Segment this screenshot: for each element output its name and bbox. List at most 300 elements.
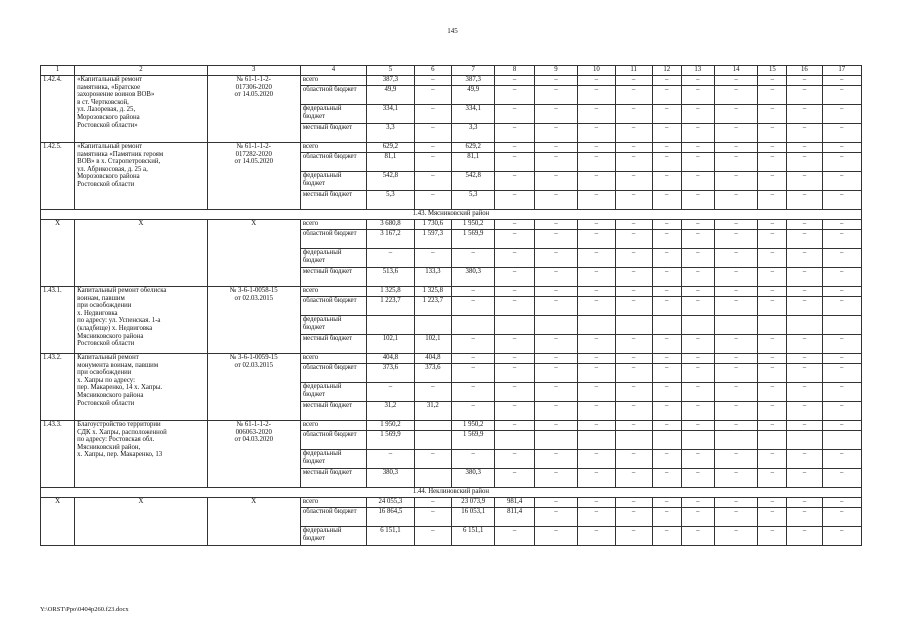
amount-cell: –: [758, 191, 787, 210]
amount-cell: –: [615, 220, 652, 230]
amount-cell: –: [652, 527, 681, 546]
amount-cell: –: [681, 172, 714, 191]
amount-cell: –: [534, 297, 577, 316]
amount-cell: –: [578, 469, 615, 488]
amount-cell: –: [822, 230, 861, 249]
amount-cell: –: [822, 287, 861, 297]
amount-cell: 3 680,8: [367, 220, 415, 230]
funding-source: всего: [300, 498, 366, 508]
amount-cell: –: [578, 172, 615, 191]
amount-cell: –: [787, 335, 822, 354]
amount-cell: 380,3: [451, 469, 494, 488]
amount-cell: –: [652, 191, 681, 210]
amount-cell: –: [681, 220, 714, 230]
amount-cell: –: [652, 172, 681, 191]
amount-cell: –: [652, 498, 681, 508]
column-header-row: [41, 66, 862, 76]
amount-cell: –: [822, 249, 861, 268]
entry-name: Капитальный ремонт обелиска воинам, павшим при освобождении х. Недвиговка по адресу: ул. Успенская. 1-а (кладбище) х. Недвиговка Мясниковского района Ростовской области: [75, 287, 208, 354]
amount-cell: –: [495, 172, 534, 191]
amount-cell: –: [758, 153, 787, 172]
amount-cell: –: [495, 421, 534, 431]
amount-cell: –: [714, 498, 757, 508]
amount-cell: –: [787, 230, 822, 249]
amount-cell: –: [822, 450, 861, 469]
amount-cell: –: [534, 249, 577, 268]
amount-cell: –: [414, 191, 451, 210]
amount-cell: –: [534, 76, 577, 86]
amount-cell: –: [495, 143, 534, 153]
amount-cell: –: [787, 268, 822, 287]
amount-cell: –: [615, 124, 652, 143]
amount-cell: –: [787, 421, 822, 431]
entry-number: 1.42.5.: [41, 143, 75, 210]
amount-cell: –: [758, 268, 787, 287]
amount-cell: –: [681, 364, 714, 383]
table-row: [41, 143, 862, 153]
column-header: 16: [787, 66, 822, 76]
amount-cell: 1 730,6: [414, 220, 451, 230]
amount-cell: –: [652, 268, 681, 287]
amount-cell: [414, 421, 451, 431]
amount-cell: –: [714, 105, 757, 124]
funding-source: областной бюджет: [300, 153, 366, 172]
amount-cell: –: [534, 450, 577, 469]
amount-cell: –: [681, 249, 714, 268]
amount-cell: 1 950,2: [451, 421, 494, 431]
funding-source: местный бюджет: [300, 469, 366, 488]
amount-cell: –: [714, 220, 757, 230]
amount-cell: [578, 431, 615, 450]
entry-name: Х: [75, 498, 208, 546]
amount-cell: –: [758, 469, 787, 488]
amount-cell: –: [652, 220, 681, 230]
amount-cell: –: [495, 335, 534, 354]
amount-cell: –: [758, 335, 787, 354]
amount-cell: 380,3: [451, 268, 494, 287]
amount-cell: –: [451, 287, 494, 297]
amount-cell: –: [615, 287, 652, 297]
amount-cell: [414, 431, 451, 450]
amount-cell: 387,3: [451, 76, 494, 86]
amount-cell: –: [758, 383, 787, 402]
amount-cell: –: [495, 364, 534, 383]
amount-cell: [787, 431, 822, 450]
amount-cell: –: [414, 124, 451, 143]
amount-cell: –: [414, 143, 451, 153]
amount-cell: –: [451, 383, 494, 402]
table-row: [41, 421, 862, 431]
amount-cell: –: [451, 402, 494, 421]
amount-cell: –: [681, 469, 714, 488]
entry-document: № 3-6-1-0058-15 от 02.03.2015: [207, 287, 300, 354]
entry-name: Капитальный ремонт монумента воинам, павшим при освобождении х. Хапры по адресу: пер. Макаренко, 14 х. Хапры. Мясниковского района Ростовской области: [75, 354, 208, 421]
page-number: 145: [447, 27, 458, 35]
amount-cell: –: [714, 268, 757, 287]
amount-cell: –: [615, 421, 652, 431]
amount-cell: –: [652, 383, 681, 402]
amount-cell: –: [787, 191, 822, 210]
amount-cell: –: [615, 230, 652, 249]
amount-cell: –: [714, 287, 757, 297]
amount-cell: –: [822, 498, 861, 508]
amount-cell: –: [615, 297, 652, 316]
amount-cell: 6 151,1: [451, 527, 494, 546]
amount-cell: –: [615, 105, 652, 124]
amount-cell: –: [615, 469, 652, 488]
column-header: 12: [652, 66, 681, 76]
amount-cell: –: [758, 421, 787, 431]
amount-cell: –: [451, 450, 494, 469]
amount-cell: –: [534, 508, 577, 527]
amount-cell: [534, 431, 577, 450]
funding-source: областной бюджет: [300, 364, 366, 383]
amount-cell: –: [495, 105, 534, 124]
amount-cell: 542,8: [367, 172, 415, 191]
amount-cell: –: [714, 172, 757, 191]
amount-cell: –: [534, 124, 577, 143]
amount-cell: –: [822, 364, 861, 383]
amount-cell: –: [451, 297, 494, 316]
amount-cell: [787, 316, 822, 335]
amount-cell: –: [615, 153, 652, 172]
entry-number: 1.43.2.: [41, 354, 75, 421]
amount-cell: –: [578, 364, 615, 383]
amount-cell: –: [578, 220, 615, 230]
table-row: [41, 498, 862, 508]
amount-cell: –: [534, 383, 577, 402]
amount-cell: –: [787, 297, 822, 316]
amount-cell: –: [495, 469, 534, 488]
amount-cell: –: [714, 76, 757, 86]
amount-cell: –: [714, 124, 757, 143]
amount-cell: –: [652, 143, 681, 153]
amount-cell: –: [822, 268, 861, 287]
funding-source: федеральный бюджет: [300, 249, 366, 268]
amount-cell: –: [652, 508, 681, 527]
amount-cell: –: [534, 421, 577, 431]
section-header-row: [41, 488, 862, 498]
amount-cell: –: [615, 191, 652, 210]
funding-source: федеральный бюджет: [300, 316, 366, 335]
amount-cell: –: [534, 268, 577, 287]
funding-source: федеральный бюджет: [300, 450, 366, 469]
funding-source: местный бюджет: [300, 124, 366, 143]
budget-table: [40, 65, 862, 546]
amount-cell: –: [787, 402, 822, 421]
funding-source: всего: [300, 220, 366, 230]
amount-cell: –: [787, 450, 822, 469]
amount-cell: –: [578, 297, 615, 316]
amount-cell: –: [534, 191, 577, 210]
amount-cell: –: [495, 86, 534, 105]
amount-cell: –: [495, 297, 534, 316]
funding-source: областной бюджет: [300, 431, 366, 450]
amount-cell: 49,9: [451, 86, 494, 105]
amount-cell: –: [615, 86, 652, 105]
amount-cell: [534, 316, 577, 335]
amount-cell: –: [822, 354, 861, 364]
amount-cell: –: [534, 172, 577, 191]
amount-cell: –: [578, 76, 615, 86]
amount-cell: [714, 316, 757, 335]
amount-cell: –: [495, 230, 534, 249]
amount-cell: –: [495, 402, 534, 421]
section-title: 1.44. Неклиновский район: [41, 488, 862, 498]
amount-cell: –: [652, 450, 681, 469]
amount-cell: –: [414, 105, 451, 124]
amount-cell: 81,1: [367, 153, 415, 172]
amount-cell: [414, 316, 451, 335]
amount-cell: –: [578, 143, 615, 153]
amount-cell: –: [652, 153, 681, 172]
amount-cell: –: [787, 354, 822, 364]
amount-cell: 1 325,8: [414, 287, 451, 297]
amount-cell: 102,1: [414, 335, 451, 354]
amount-cell: –: [681, 287, 714, 297]
amount-cell: –: [758, 76, 787, 86]
amount-cell: –: [681, 421, 714, 431]
amount-cell: –: [578, 86, 615, 105]
column-header: 13: [681, 66, 714, 76]
amount-cell: [681, 431, 714, 450]
funding-source: федеральный бюджет: [300, 172, 366, 191]
section-title: 1.43. Мясниковский район: [41, 210, 862, 220]
amount-cell: –: [787, 76, 822, 86]
entry-name: «Капитальный ремонт памятника «Памятник героям ВОВ» в х. Старопетровский, ул. Абрикосовая, д. 25 а, Морозовского района Ростовской области: [75, 143, 208, 210]
amount-cell: –: [615, 143, 652, 153]
amount-cell: –: [534, 287, 577, 297]
amount-cell: –: [758, 172, 787, 191]
amount-cell: –: [414, 498, 451, 508]
amount-cell: –: [758, 402, 787, 421]
amount-cell: –: [578, 230, 615, 249]
column-header: 9: [534, 66, 577, 76]
amount-cell: –: [495, 153, 534, 172]
amount-cell: –: [534, 527, 577, 546]
amount-cell: –: [681, 143, 714, 153]
column-header: 17: [822, 66, 861, 76]
amount-cell: –: [681, 230, 714, 249]
amount-cell: –: [681, 508, 714, 527]
amount-cell: –: [578, 421, 615, 431]
amount-cell: –: [758, 220, 787, 230]
amount-cell: –: [615, 335, 652, 354]
amount-cell: –: [714, 402, 757, 421]
amount-cell: –: [822, 143, 861, 153]
amount-cell: –: [714, 230, 757, 249]
amount-cell: –: [681, 191, 714, 210]
amount-cell: –: [615, 450, 652, 469]
amount-cell: 404,8: [414, 354, 451, 364]
amount-cell: [758, 431, 787, 450]
amount-cell: –: [758, 527, 787, 546]
amount-cell: –: [714, 364, 757, 383]
amount-cell: 334,1: [367, 105, 415, 124]
amount-cell: –: [495, 527, 534, 546]
amount-cell: –: [534, 220, 577, 230]
column-header: 3: [207, 66, 300, 76]
amount-cell: –: [681, 105, 714, 124]
amount-cell: –: [787, 498, 822, 508]
amount-cell: 513,6: [367, 268, 415, 287]
amount-cell: –: [822, 297, 861, 316]
amount-cell: –: [787, 383, 822, 402]
amount-cell: –: [534, 143, 577, 153]
amount-cell: –: [495, 354, 534, 364]
amount-cell: 1 597,3: [414, 230, 451, 249]
amount-cell: –: [758, 450, 787, 469]
amount-cell: 373,6: [414, 364, 451, 383]
amount-cell: –: [822, 335, 861, 354]
amount-cell: –: [615, 354, 652, 364]
amount-cell: 3,3: [367, 124, 415, 143]
amount-cell: –: [414, 527, 451, 546]
amount-cell: –: [681, 354, 714, 364]
amount-cell: –: [414, 76, 451, 86]
amount-cell: 373,6: [367, 364, 415, 383]
amount-cell: –: [367, 450, 415, 469]
column-header: 1: [41, 66, 75, 76]
amount-cell: 133,3: [414, 268, 451, 287]
entry-number: Х: [41, 220, 75, 287]
amount-cell: –: [652, 124, 681, 143]
amount-cell: –: [578, 354, 615, 364]
amount-cell: 16 053,1: [451, 508, 494, 527]
amount-cell: –: [534, 354, 577, 364]
entry-number: 1.43.1.: [41, 287, 75, 354]
amount-cell: –: [822, 383, 861, 402]
funding-source: местный бюджет: [300, 191, 366, 210]
amount-cell: –: [578, 335, 615, 354]
amount-cell: –: [414, 508, 451, 527]
amount-cell: [495, 431, 534, 450]
amount-cell: –: [652, 335, 681, 354]
amount-cell: –: [822, 527, 861, 546]
amount-cell: –: [414, 153, 451, 172]
funding-source: федеральный бюджет: [300, 527, 366, 546]
amount-cell: 3 167,2: [367, 230, 415, 249]
funding-source: областной бюджет: [300, 86, 366, 105]
amount-cell: –: [652, 297, 681, 316]
amount-cell: –: [714, 469, 757, 488]
amount-cell: –: [787, 287, 822, 297]
funding-source: всего: [300, 76, 366, 86]
amount-cell: –: [681, 450, 714, 469]
funding-source: областной бюджет: [300, 297, 366, 316]
amount-cell: –: [714, 508, 757, 527]
amount-cell: 6 151,1: [367, 527, 415, 546]
amount-cell: 542,8: [451, 172, 494, 191]
amount-cell: 380,3: [367, 469, 415, 488]
amount-cell: –: [615, 172, 652, 191]
amount-cell: 1 223,7: [367, 297, 415, 316]
amount-cell: –: [534, 469, 577, 488]
funding-source: местный бюджет: [300, 268, 366, 287]
amount-cell: –: [414, 450, 451, 469]
amount-cell: 404,8: [367, 354, 415, 364]
amount-cell: –: [758, 143, 787, 153]
entry-name: Х: [75, 220, 208, 287]
amount-cell: –: [534, 230, 577, 249]
amount-cell: –: [578, 191, 615, 210]
amount-cell: [367, 316, 415, 335]
amount-cell: –: [822, 220, 861, 230]
amount-cell: –: [495, 268, 534, 287]
amount-cell: 1 569,9: [451, 230, 494, 249]
amount-cell: –: [652, 249, 681, 268]
amount-cell: –: [578, 402, 615, 421]
amount-cell: –: [414, 172, 451, 191]
amount-cell: –: [681, 268, 714, 287]
amount-cell: –: [822, 508, 861, 527]
entry-document: Х: [207, 220, 300, 287]
amount-cell: –: [822, 124, 861, 143]
table-row: [41, 287, 862, 297]
column-header: 8: [495, 66, 534, 76]
amount-cell: –: [495, 450, 534, 469]
amount-cell: –: [787, 220, 822, 230]
amount-cell: –: [681, 297, 714, 316]
column-header: 14: [714, 66, 757, 76]
amount-cell: –: [787, 124, 822, 143]
amount-cell: –: [714, 335, 757, 354]
funding-source: всего: [300, 143, 366, 153]
amount-cell: –: [495, 383, 534, 402]
amount-cell: –: [451, 249, 494, 268]
amount-cell: –: [787, 249, 822, 268]
amount-cell: –: [578, 383, 615, 402]
amount-cell: –: [681, 402, 714, 421]
amount-cell: –: [681, 76, 714, 86]
amount-cell: –: [578, 287, 615, 297]
amount-cell: 102,1: [367, 335, 415, 354]
amount-cell: [615, 431, 652, 450]
amount-cell: –: [681, 335, 714, 354]
amount-cell: –: [414, 249, 451, 268]
amount-cell: –: [714, 450, 757, 469]
amount-cell: –: [787, 172, 822, 191]
amount-cell: [758, 316, 787, 335]
column-header: 11: [615, 66, 652, 76]
amount-cell: 49,9: [367, 86, 415, 105]
column-header: 5: [367, 66, 415, 76]
amount-cell: –: [758, 86, 787, 105]
amount-cell: –: [534, 498, 577, 508]
amount-cell: –: [615, 268, 652, 287]
funding-source: федеральный бюджет: [300, 105, 366, 124]
footer-file-path: Y:\ORST\Ppo\0404p260.f23.docx: [40, 606, 129, 613]
amount-cell: –: [578, 153, 615, 172]
funding-source: областной бюджет: [300, 230, 366, 249]
amount-cell: –: [822, 86, 861, 105]
amount-cell: [578, 316, 615, 335]
amount-cell: –: [578, 527, 615, 546]
amount-cell: –: [714, 249, 757, 268]
amount-cell: 31,2: [367, 402, 415, 421]
amount-cell: –: [495, 124, 534, 143]
amount-cell: –: [652, 364, 681, 383]
amount-cell: 629,2: [367, 143, 415, 153]
amount-cell: –: [758, 297, 787, 316]
amount-cell: 387,3: [367, 76, 415, 86]
amount-cell: –: [758, 498, 787, 508]
amount-cell: [822, 316, 861, 335]
amount-cell: 1 223,7: [414, 297, 451, 316]
amount-cell: –: [615, 383, 652, 402]
amount-cell: –: [787, 527, 822, 546]
funding-source: всего: [300, 287, 366, 297]
